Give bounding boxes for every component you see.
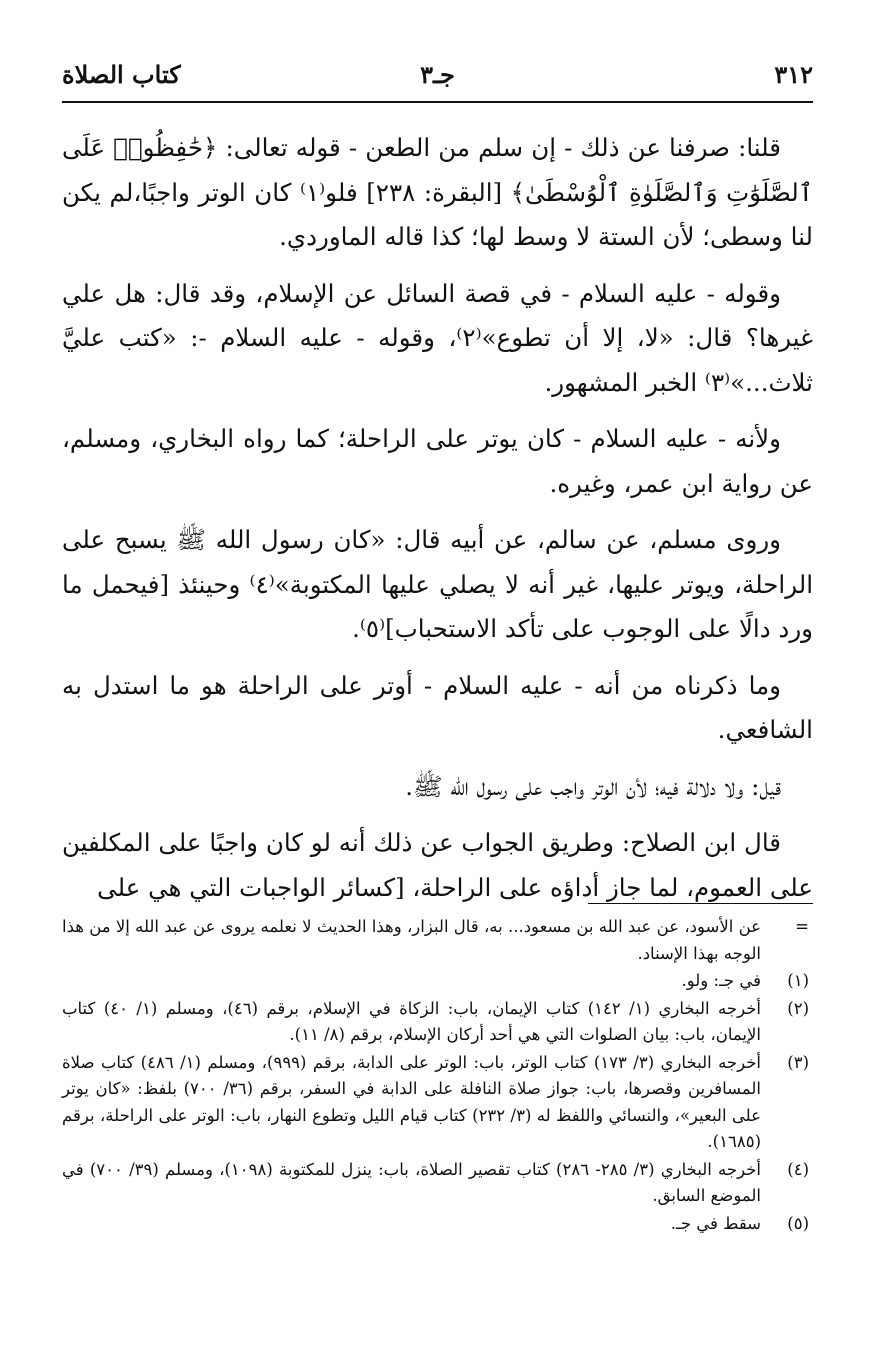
paragraph: ولأنه - عليه السلام - كان يوتر على الراحلة؛ كما رواه البخاري، ومسلم، عن رواية ابن عمر، وغيره. bbox=[62, 424, 813, 498]
paragraph: قيل: ولا دلالة فيه؛ لأن الوتر واجب على رسول الله ﷺ. bbox=[405, 771, 781, 801]
paragraph: وروى مسلم، عن سالم، عن أبيه قال: «كان رسول الله ﷺ يسبح على الراحلة، ويوتر عليها، غير أنه لا يصلي عليها المكتوبة»⁽٤⁾ وحينئذ [فيحمل ما ورد دالًا على الوجوب على تأكد الاستحباب]⁽٥⁾. bbox=[62, 525, 813, 643]
footnote-continued bbox=[62, 914, 813, 967]
paragraph: قال ابن الصلاح: وطريق الجواب عن ذلك أنه لو كان واجبًا على المكلفين على العموم، لما جاز أداؤه على الراحلة، [كسائر الواجبات التي هي على bbox=[62, 828, 813, 902]
book-title: كتاب الصلاة bbox=[62, 60, 181, 89]
header-divider bbox=[62, 101, 813, 103]
footnote-marker: (٥) bbox=[787, 1213, 809, 1233]
footnote-text: أخرجه البخاري (١/ ١٤٢) كتاب الإيمان، باب: الزكاة في الإسلام، برقم (٤٦)، ومسلم (١/ ٤٠) كتاب الإيمان، باب: بيان الصلوات التي هي أحد أركان الإسلام، برقم (٨/ ١١). bbox=[62, 998, 761, 1044]
footnote-text: سقط في جـ. bbox=[670, 1213, 761, 1233]
footnote-text: أخرجه البخاري (٣/ ١٧٣) كتاب الوتر، باب: الوتر على الدابة، برقم (٩٩٩)، ومسلم (١/ ٤٨٦) كتاب صلاة المسافرين وقصرها، باب: جواز صلاة النافلة على الدابة في السفر، برقم (٣٦/ ٧٠٠) بلفظ: «كان يوتر على البعير»، والنسائي واللفظ له (٣/ ٢٣٢) كتاب قيام الليل وتطوع النهار، باب: الوتر على الراحلة، برقم (١٦٨٥). bbox=[62, 1052, 761, 1151]
paragraph: وقوله - عليه السلام - في قصة السائل عن الإسلام، وقد قال: هل علي غيرها؟ قال: «لا، إلا أن تطوع»⁽٢⁾، وقوله - عليه السلام -: «كتب عليَّ ثلاث...»⁽٣⁾ الخبر المشهور. bbox=[62, 278, 813, 397]
footnote-1 bbox=[62, 968, 813, 995]
footnote-marker: (٤) bbox=[787, 1159, 809, 1179]
footnote-divider bbox=[588, 903, 813, 904]
footnote-3 bbox=[62, 1050, 813, 1156]
footnote-text: عن الأسود، عن عبد الله بن مسعود... به، قال البزار، وهذا الحديث لا نعلمه يروى عن عبد الله إلا من هذا الوجه بهذا الإسناد. bbox=[62, 917, 761, 963]
footnote-marker: (١) bbox=[787, 971, 809, 990]
page-number: ٣١٢ bbox=[774, 60, 813, 89]
footnote-marker: = bbox=[795, 917, 809, 936]
footnote-text: في جـ: ولو. bbox=[681, 971, 761, 990]
paragraph: قلنا: صرفنا عن ذلك - إن سلم من الطعن - قوله تعالى: ﴿حَٰفِظُوا۟ عَلَى ٱلصَّلَوَٰتِ وَٱلصَّلَوٰةِ ٱلْوُسْطَىٰ﴾ [البقرة: ٢٣٨] فلو⁽١⁾ كان الوتر واجبًا،لم يكن لنا وسطى؛ لأن الستة لا وسط لها؛ كذا قاله الماوردي. bbox=[62, 133, 814, 251]
footnotes bbox=[62, 914, 813, 1238]
footnote-2 bbox=[62, 996, 813, 1049]
footnote-4 bbox=[62, 1157, 813, 1210]
footnote-marker: (٣) bbox=[787, 1052, 809, 1072]
main-text bbox=[62, 126, 813, 922]
volume-label: جـ٣ bbox=[420, 60, 455, 89]
footnote-marker: (٢) bbox=[787, 998, 809, 1018]
footnote-5 bbox=[62, 1211, 813, 1238]
paragraph: وما ذكرناه من أنه - عليه السلام - أوتر على الراحلة هو ما استدل به الشافعي. bbox=[62, 670, 813, 744]
footnote-text: أخرجه البخاري (٣/ ٢٨٥- ٢٨٦) كتاب تقصير الصلاة، باب: ينزل للمكتوبة (١٠٩٨)، ومسلم (٣٩/ ٧٠٠) في الموضع السابق. bbox=[62, 1159, 761, 1205]
page-header bbox=[62, 58, 813, 98]
